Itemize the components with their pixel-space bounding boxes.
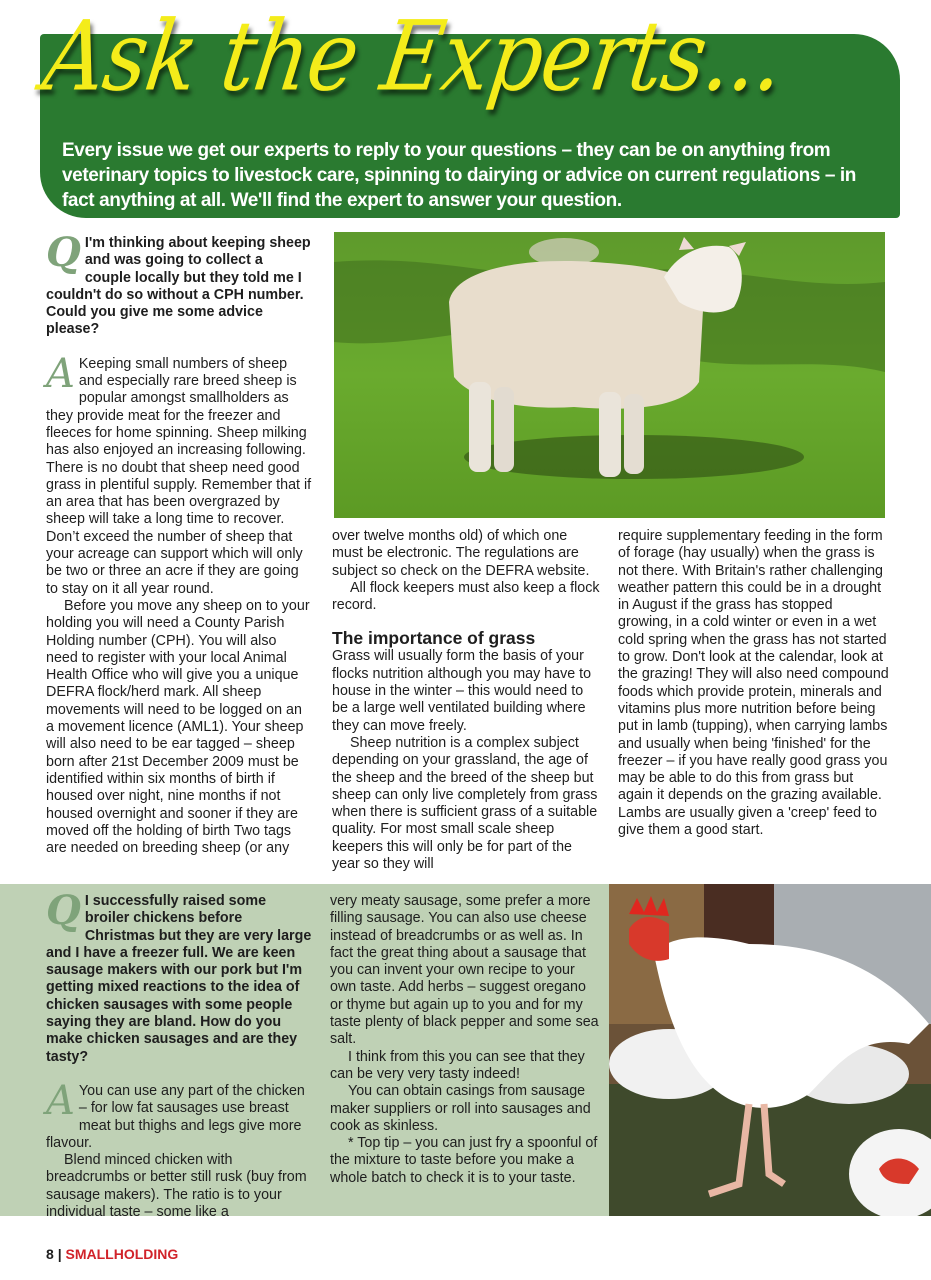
sheep-paragraph: Grass will usually form the basis of your flocks nutrition although you may have to house in the winter – this would need to be a large well ventilated building where they can move freely. (332, 648, 592, 734)
intro-text: Every issue we get our experts to reply to your questions – they can be on anything from veterinary topics to livestock care, spinning to dairying or advice on current regulations – in fact anything at all. We'll find the expert to answer your question. (62, 140, 856, 211)
footer-separator: | (57, 1246, 62, 1262)
section-heading: The importance of grass (332, 628, 536, 649)
sheep-article-column-3 (618, 528, 890, 839)
chicken-paragraph: I think from this you can see that they can be very very tasty indeed! (330, 1048, 585, 1082)
chicken-article-column-2 (330, 893, 600, 1187)
sheep-photo (334, 232, 885, 518)
page-title: Ask the Experts... (37, 0, 791, 113)
sheep-article-column-2 (332, 528, 602, 873)
sheep-paragraph: All flock keepers must also keep a flock record. (332, 579, 600, 614)
sheep-paragraph: over twelve months old) of which one must be electronic. The regulations are subject so check on the DEFRA website. (332, 528, 590, 579)
chicken-photo (609, 884, 931, 1216)
sheep-answer-paragraph: Before you move any sheep on to your holding you will need a County Parish Holding number (CPH). You will also need to register with your local Animal Health Office who will give you a unique DEFRA flock/herd mark. All sheep movements will need to be logged on an a movement licence (AML1). Your sheep will also need to be ear tagged – sheep born after 21st December 2009 must be identified within six months of birth if housed over night, nine months if not housed overnight and sooner if they are moved off the holding of birth Two tags are needed on breeding sheep (or any (46, 597, 310, 857)
page-footer (46, 1246, 178, 1262)
a-dropcap: A (46, 1077, 75, 1124)
chicken-answer-paragraph: Blend minced chicken with breadcrumbs or better still rusk (buy from sausage makers). The ratio is to your individual taste – some like a (46, 1152, 307, 1221)
publication-name: SMALLHOLDING (65, 1246, 179, 1262)
chicken-question: Q I successfully raised some broiler chickens before Christmas but they are very large and I have a freezer full. We are keen sausage makers with our pork but I'm getting mixed reactions to the idea of chicken sausages with some people saying they are bland. How do you make chicken sausages and are they tasty? (46, 887, 312, 1065)
sheep-question: Q I'm thinking about keeping sheep and was going to collect a couple locally but they told me I couldn't do so without a CPH number. Could you give me some advice please? (46, 229, 311, 338)
chicken-article-column-1 (46, 887, 312, 1221)
sheep-paragraph: require supplementary feeding in the form of forage (hay usually) when the grass is not there. With Britain's rather challenging weather pattern this could be in a drought in August if the grass has stopped growing, in a cold winter or even in a wet cold spring when the grass has not started to grow. Don't look at the calendar, look at the grazing! They will also need compound foods which provide protein, minerals and vitamins plus more nutrition before being put in lamb (tupping), when carrying lambs and usually when being 'finished' for the freezer – if you have really good grass you may be able to do this from grass but again it depends on the grazing available. Lambs are usually given a 'creep' feed to give them a good start. (618, 528, 889, 839)
sheep-answer-paragraph: A Keeping small numbers of sheep and especially rare breed sheep is popular amongst smallholders as they provide meat for the freezer and fleeces for home spinning. Sheep milking has also enjoyed an increasing following. There is no doubt that sheep need good grass in plentiful supply. Remember that if an area that has been overgrazed by sheep will take a long time to recover. Don’t exceed the number of sheep that your acreage can support which will only be two or three an acre if they are going to stay on it all year round. (46, 350, 312, 597)
sheep-article-column-1 (46, 229, 312, 857)
chicken-paragraph: very meaty sausage, some prefer a more filling sausage. You can also use cheese instead of breadcrumbs or as well as. In fact the great thing about a sausage that you can invent your own recipe to your own taste. Add herbs – suggest oregano or thyme but again up to you and for my taste plenty of black pepper and some sea salt. (330, 893, 599, 1048)
q-dropcap: Q (46, 229, 81, 276)
chicken-paragraph: * Top tip – you can just fry a spoonful of the mixture to taste before you make a whole batch to check it is to your taste. (330, 1135, 598, 1186)
q-dropcap: Q (46, 887, 81, 934)
a-dropcap: A (46, 350, 75, 397)
chicken-answer-paragraph: A You can use any part of the chicken – for low fat sausages use breast meat but thighs and legs give more flavour. (46, 1077, 305, 1151)
chicken-paragraph: You can obtain casings from sausage maker suppliers or roll into sausages and cook as skinless. (330, 1083, 591, 1134)
page-number: 8 (46, 1246, 54, 1262)
sheep-paragraph: Sheep nutrition is a complex subject depending on your grassland, the age of the sheep and the breed of the sheep but sheep can only live completely from grass when there is sufficient grass of a suitable quality. For most small scale sheep keepers this will only be for part of the year so they will (332, 734, 598, 873)
